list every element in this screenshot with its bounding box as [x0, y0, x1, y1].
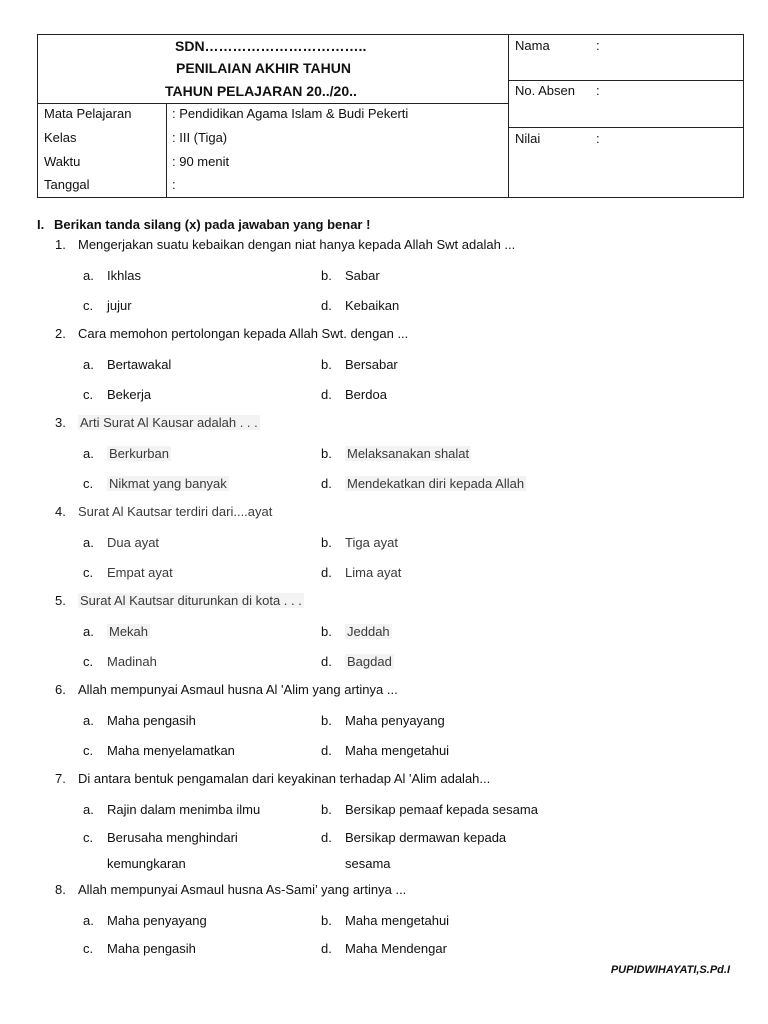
- option-8c[interactable]: [83, 941, 196, 956]
- option-letter: a.: [83, 802, 94, 817]
- option-letter: b.: [321, 446, 332, 461]
- info-value-class: : III (Tiga): [172, 130, 228, 145]
- option-text: Mekah: [109, 624, 149, 639]
- option-1b[interactable]: [321, 268, 380, 283]
- option-8b[interactable]: [321, 913, 449, 928]
- option-2a[interactable]: [83, 357, 171, 372]
- option-letter: c.: [83, 654, 94, 669]
- question-text: Cara memohon pertolongan kepada Allah Swt. dengan ...: [78, 326, 409, 341]
- option-letter: b.: [321, 535, 332, 550]
- question-text: Allah mempunyai Asmaul husna As-Sami’ yang artinya ...: [78, 882, 407, 897]
- score-colon: :: [596, 131, 600, 146]
- option-7c[interactable]: [83, 830, 238, 845]
- option-letter: d.: [321, 654, 332, 669]
- option-letter: d.: [321, 565, 332, 580]
- option-text: Maha mengetahui: [345, 913, 450, 928]
- option-letter: d.: [321, 941, 332, 956]
- question-6: [55, 682, 398, 697]
- option-2c[interactable]: [83, 387, 151, 402]
- option-6b[interactable]: [321, 713, 445, 728]
- option-text: Tiga ayat: [345, 535, 398, 550]
- question-number: 1.: [55, 237, 66, 252]
- option-2d[interactable]: [321, 387, 387, 402]
- option-text: Lima ayat: [345, 565, 402, 580]
- option-letter: a.: [83, 268, 94, 283]
- option-letter: a.: [83, 535, 94, 550]
- option-text: Berdoa: [345, 387, 387, 402]
- option-text: Maha penyayang: [345, 713, 445, 728]
- question-number: 8.: [55, 882, 66, 897]
- info-label-class: Kelas: [44, 130, 77, 145]
- option-text: Madinah: [107, 654, 157, 669]
- question-7: [55, 771, 490, 786]
- option-text: Maha menyelamatkan: [107, 743, 235, 758]
- right-divider-1: [508, 80, 744, 81]
- option-8a[interactable]: [83, 913, 207, 928]
- info-divider-vertical: [166, 103, 167, 198]
- question-number: 4.: [55, 504, 66, 519]
- option-3b[interactable]: [321, 446, 471, 461]
- option-text: Empat ayat: [107, 565, 173, 580]
- option-text: Melaksanakan shalat: [347, 446, 470, 461]
- option-text: Berusaha menghindari: [107, 830, 238, 845]
- question-text: Allah mempunyai Asmaul husna Al 'Alim yang artinya ...: [78, 682, 398, 697]
- name-colon: :: [596, 38, 600, 53]
- option-letter: a.: [83, 913, 94, 928]
- option-text: Bagdad: [347, 654, 392, 669]
- option-letter: d.: [321, 387, 332, 402]
- option-3c[interactable]: [83, 476, 229, 491]
- question-2: [55, 326, 408, 341]
- question-text: Arti Surat Al Kausar adalah . . .: [80, 415, 258, 430]
- option-text: Nikmat yang banyak: [109, 476, 227, 491]
- option-5a[interactable]: [83, 624, 150, 639]
- option-letter: b.: [321, 268, 332, 283]
- info-label-time: Waktu: [44, 154, 81, 169]
- info-label-date: Tanggal: [44, 177, 90, 192]
- question-number: 3.: [55, 415, 66, 430]
- question-4: [55, 504, 272, 519]
- question-number: 5.: [55, 593, 66, 608]
- option-text: Ikhlas: [107, 268, 141, 283]
- option-letter: d.: [321, 298, 332, 313]
- option-text: Dua ayat: [107, 535, 160, 550]
- question-number: 7.: [55, 771, 66, 786]
- option-letter: d.: [321, 830, 332, 845]
- option-text: Kebaikan: [345, 298, 400, 313]
- option-7d-continued: [345, 856, 391, 871]
- info-value-subject: : Pendidikan Agama Islam & Budi Pekerti: [172, 106, 409, 121]
- name-label: Nama: [515, 38, 550, 53]
- section-instruction-text: Berikan tanda silang (x) pada jawaban yang benar !: [54, 217, 371, 232]
- absen-label: No. Absen: [515, 83, 575, 98]
- question-text: Surat Al Kautsar diturunkan di kota . . .: [80, 593, 302, 608]
- option-6c[interactable]: [83, 743, 235, 758]
- option-letter: d.: [321, 476, 332, 491]
- question-number: 2.: [55, 326, 66, 341]
- option-letter: c.: [83, 298, 94, 313]
- option-7c-continued: [107, 856, 186, 871]
- option-text: Maha mengetahui: [345, 743, 450, 758]
- option-3a[interactable]: [83, 446, 171, 461]
- option-letter: c.: [83, 565, 94, 580]
- score-label: Nilai: [515, 131, 541, 146]
- option-2b[interactable]: [321, 357, 398, 372]
- info-label-subject: Mata Pelajaran: [44, 106, 132, 121]
- option-letter: c.: [83, 830, 94, 845]
- option-text: Mendekatkan diri kepada Allah: [347, 476, 525, 491]
- question-3: [55, 415, 260, 430]
- option-5c[interactable]: [83, 654, 157, 669]
- option-text: Bersikap dermawan kepada: [345, 830, 507, 845]
- option-letter: c.: [83, 743, 94, 758]
- option-6a[interactable]: [83, 713, 196, 728]
- option-7b[interactable]: [321, 802, 538, 817]
- question-text: Di antara bentuk pengamalan dari keyakinan terhadap Al 'Alim adalah...: [78, 771, 491, 786]
- option-text: Maha pengasih: [107, 713, 196, 728]
- option-3d[interactable]: [321, 476, 526, 491]
- option-text: Maha Mendengar: [345, 941, 447, 956]
- option-4d[interactable]: [321, 565, 401, 580]
- question-number: 6.: [55, 682, 66, 697]
- option-6d[interactable]: [321, 743, 449, 758]
- question-text: Surat Al Kautsar terdiri dari....ayat: [78, 504, 273, 519]
- right-divider-2: [508, 127, 744, 128]
- option-letter: b.: [321, 713, 332, 728]
- option-text: jujur: [107, 298, 132, 313]
- school-year: TAHUN PELAJARAN 20../20..: [165, 83, 357, 99]
- question-8: [55, 882, 406, 897]
- option-letter: b.: [321, 357, 332, 372]
- option-letter: a.: [83, 446, 94, 461]
- info-value-date: :: [172, 177, 176, 192]
- info-value-time: : 90 menit: [172, 154, 230, 169]
- question-1: [55, 237, 515, 252]
- option-letter: b.: [321, 802, 332, 817]
- option-1a[interactable]: [83, 268, 141, 283]
- school-name: SDN……………………………..: [175, 38, 367, 54]
- option-text: Bersikap pemaaf kepada sesama: [345, 802, 538, 817]
- question-5: [55, 593, 304, 608]
- option-text: Sabar: [345, 268, 380, 283]
- option-8d[interactable]: [321, 941, 447, 956]
- option-text: kemungkaran: [107, 856, 186, 871]
- option-text: Bertawakal: [107, 357, 172, 372]
- option-text: Rajin dalam menimba ilmu: [107, 802, 261, 817]
- section-number: I.: [37, 217, 45, 232]
- option-4a[interactable]: [83, 535, 159, 550]
- option-letter: c.: [83, 476, 94, 491]
- option-7d[interactable]: [321, 830, 506, 845]
- option-text: Berkurban: [109, 446, 169, 461]
- question-text: Mengerjakan suatu kebaikan dengan niat hanya kepada Allah Swt adalah ...: [78, 237, 516, 252]
- option-letter: d.: [321, 743, 332, 758]
- exam-title: PENILAIAN AKHIR TAHUN: [176, 60, 351, 76]
- option-text: Maha penyayang: [107, 913, 207, 928]
- info-divider-horizontal: [37, 103, 508, 104]
- option-5d[interactable]: [321, 654, 394, 669]
- option-letter: b.: [321, 624, 332, 639]
- section-instruction: [37, 217, 370, 232]
- option-letter: c.: [83, 941, 94, 956]
- option-4b[interactable]: [321, 535, 398, 550]
- author-signature: PUPIDWIHAYATI,S.Pd.I: [610, 964, 730, 976]
- option-letter: a.: [83, 357, 94, 372]
- option-text: Maha pengasih: [107, 941, 196, 956]
- option-text: Bersabar: [345, 357, 398, 372]
- option-letter: a.: [83, 713, 94, 728]
- header-divider-vertical: [508, 34, 509, 198]
- option-1d[interactable]: [321, 298, 399, 313]
- option-7a[interactable]: [83, 802, 260, 817]
- absen-colon: :: [596, 83, 600, 98]
- option-text: Jeddah: [347, 624, 390, 639]
- option-4c[interactable]: [83, 565, 173, 580]
- option-letter: b.: [321, 913, 332, 928]
- option-letter: a.: [83, 624, 94, 639]
- option-text: sesama: [345, 856, 391, 871]
- option-text: Bekerja: [107, 387, 152, 402]
- option-1c[interactable]: [83, 298, 132, 313]
- option-5b[interactable]: [321, 624, 392, 639]
- option-letter: c.: [83, 387, 94, 402]
